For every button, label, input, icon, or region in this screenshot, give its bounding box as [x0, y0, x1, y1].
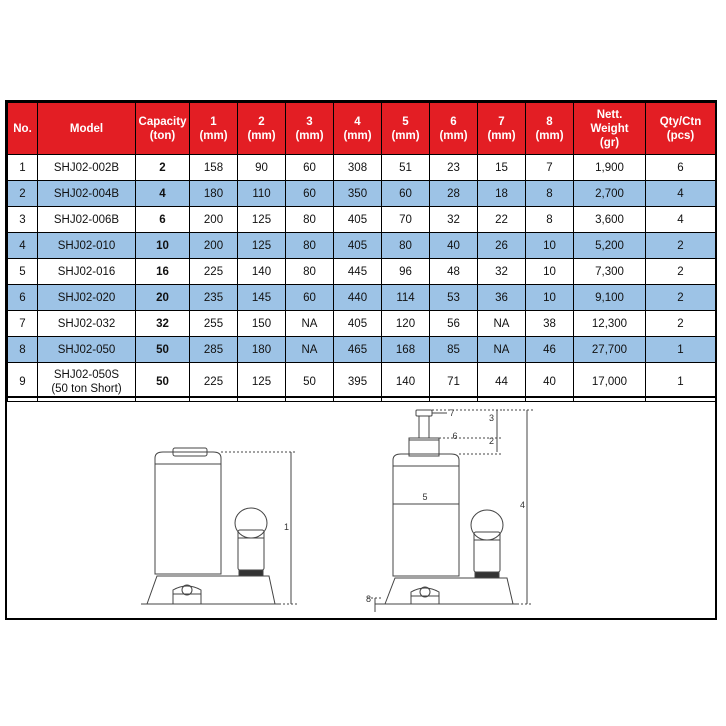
- cell-d6: 71: [430, 363, 478, 402]
- table-row: [8, 155, 716, 181]
- header-dim-7: 7 (mm): [478, 103, 526, 155]
- cell-d2: 145: [238, 285, 286, 311]
- dim-label-7: 7: [449, 408, 455, 418]
- dim-label-4: 4: [519, 500, 525, 510]
- right-jack-drawing: [367, 410, 533, 612]
- cell-model: SHJ02-050S (50 ton Short): [38, 363, 136, 402]
- cell-d5: 80: [382, 233, 430, 259]
- cell-no: 8: [8, 337, 38, 363]
- cell-d6: 28: [430, 181, 478, 207]
- cell-d2: 150: [238, 311, 286, 337]
- cell-no: 7: [8, 311, 38, 337]
- cell-d2: 110: [238, 181, 286, 207]
- cell-d7: 26: [478, 233, 526, 259]
- cell-d2: 90: [238, 155, 286, 181]
- cell-d5: 114: [382, 285, 430, 311]
- cell-model: SHJ02-032: [38, 311, 136, 337]
- cell-weight: 7,300: [574, 259, 646, 285]
- cell-capacity: 20: [136, 285, 190, 311]
- cell-qty: 4: [646, 207, 716, 233]
- cell-d7: 22: [478, 207, 526, 233]
- dim-label-8: 8: [365, 594, 371, 604]
- cell-d1: 158: [190, 155, 238, 181]
- cell-weight: 17,000: [574, 363, 646, 402]
- cell-d6: 23: [430, 155, 478, 181]
- cell-d6: 32: [430, 207, 478, 233]
- cell-qty: 6: [646, 155, 716, 181]
- cell-d7: 44: [478, 363, 526, 402]
- cell-no: 1: [8, 155, 38, 181]
- cell-d1: 255: [190, 311, 238, 337]
- cell-d2: 180: [238, 337, 286, 363]
- cell-d2: 125: [238, 363, 286, 402]
- cell-d3: 80: [286, 259, 334, 285]
- cell-d5: 70: [382, 207, 430, 233]
- cell-no: 3: [8, 207, 38, 233]
- spec-table: [7, 102, 716, 402]
- cell-d2: 125: [238, 207, 286, 233]
- cell-d4: 405: [334, 311, 382, 337]
- cell-d3: 50: [286, 363, 334, 402]
- dim-label-6: 6: [452, 431, 458, 441]
- cell-d4: 308: [334, 155, 382, 181]
- cell-d2: 140: [238, 259, 286, 285]
- cell-d7: 32: [478, 259, 526, 285]
- cell-d1: 235: [190, 285, 238, 311]
- cell-qty: 2: [646, 311, 716, 337]
- cell-no: 2: [8, 181, 38, 207]
- cell-d8: 8: [526, 181, 574, 207]
- cell-weight: 2,700: [574, 181, 646, 207]
- cell-model: SHJ02-050: [38, 337, 136, 363]
- header-dim-1: 1 (mm): [190, 103, 238, 155]
- header-model: Model: [38, 103, 136, 155]
- cell-model: SHJ02-006B: [38, 207, 136, 233]
- header-row: [8, 103, 716, 155]
- cell-d8: 46: [526, 337, 574, 363]
- cell-capacity: 2: [136, 155, 190, 181]
- cell-weight: 1,900: [574, 155, 646, 181]
- cell-model: SHJ02-010: [38, 233, 136, 259]
- cell-weight: 5,200: [574, 233, 646, 259]
- header-capacity: Capacity (ton): [136, 103, 190, 155]
- cell-d8: 10: [526, 259, 574, 285]
- cell-d1: 200: [190, 233, 238, 259]
- cell-d4: 440: [334, 285, 382, 311]
- cell-d1: 225: [190, 363, 238, 402]
- cell-qty: 2: [646, 233, 716, 259]
- cell-model: SHJ02-020: [38, 285, 136, 311]
- table-row: [8, 311, 716, 337]
- spec-sheet-frame: [5, 100, 717, 620]
- cell-d3: 60: [286, 285, 334, 311]
- cell-weight: 9,100: [574, 285, 646, 311]
- table-row: [8, 207, 716, 233]
- cell-qty: 1: [646, 363, 716, 402]
- header-dim-5: 5 (mm): [382, 103, 430, 155]
- cell-d3: NA: [286, 311, 334, 337]
- header-dim-6: 6 (mm): [430, 103, 478, 155]
- table-row: [8, 233, 716, 259]
- header-no: No.: [8, 103, 38, 155]
- cell-d5: 60: [382, 181, 430, 207]
- cell-d3: 80: [286, 207, 334, 233]
- cell-model: SHJ02-004B: [38, 181, 136, 207]
- cell-d3: 60: [286, 181, 334, 207]
- cell-d3: 80: [286, 233, 334, 259]
- cell-d4: 445: [334, 259, 382, 285]
- cell-d5: 96: [382, 259, 430, 285]
- jack-diagram: [7, 398, 715, 620]
- cell-d8: 7: [526, 155, 574, 181]
- cell-d8: 40: [526, 363, 574, 402]
- cell-qty: 1: [646, 337, 716, 363]
- cell-d2: 125: [238, 233, 286, 259]
- cell-capacity: 10: [136, 233, 190, 259]
- cell-capacity: 32: [136, 311, 190, 337]
- cell-d5: 140: [382, 363, 430, 402]
- cell-capacity: 6: [136, 207, 190, 233]
- cell-d4: 405: [334, 233, 382, 259]
- cell-d1: 180: [190, 181, 238, 207]
- cell-d4: 350: [334, 181, 382, 207]
- dim-label-2: 2: [488, 436, 494, 446]
- dim-label-5: 5: [422, 492, 428, 502]
- cell-qty: 2: [646, 285, 716, 311]
- cell-capacity: 50: [136, 363, 190, 402]
- cell-qty: 2: [646, 259, 716, 285]
- header-weight: Nett. Weight (gr): [574, 103, 646, 155]
- cell-d8: 38: [526, 311, 574, 337]
- cell-capacity: 16: [136, 259, 190, 285]
- cell-d7: 36: [478, 285, 526, 311]
- header-dim-2: 2 (mm): [238, 103, 286, 155]
- cell-d8: 10: [526, 285, 574, 311]
- cell-d1: 285: [190, 337, 238, 363]
- cell-no: 4: [8, 233, 38, 259]
- table-row: [8, 181, 716, 207]
- cell-d3: 60: [286, 155, 334, 181]
- cell-d6: 40: [430, 233, 478, 259]
- cell-weight: 12,300: [574, 311, 646, 337]
- cell-d5: 51: [382, 155, 430, 181]
- table-row: [8, 259, 716, 285]
- left-jack-drawing: [141, 448, 297, 604]
- cell-d5: 168: [382, 337, 430, 363]
- cell-d4: 405: [334, 207, 382, 233]
- dim-label-3: 3: [488, 413, 494, 423]
- dim-label-1: 1: [283, 522, 289, 532]
- jack-drawings: [7, 396, 715, 620]
- cell-qty: 4: [646, 181, 716, 207]
- cell-model: SHJ02-016: [38, 259, 136, 285]
- cell-no: 5: [8, 259, 38, 285]
- cell-d3: NA: [286, 337, 334, 363]
- cell-d6: 85: [430, 337, 478, 363]
- cell-d1: 200: [190, 207, 238, 233]
- cell-d7: 15: [478, 155, 526, 181]
- cell-d7: NA: [478, 311, 526, 337]
- cell-d6: 53: [430, 285, 478, 311]
- cell-capacity: 4: [136, 181, 190, 207]
- cell-d5: 120: [382, 311, 430, 337]
- cell-capacity: 50: [136, 337, 190, 363]
- header-qty: Qty/Ctn (pcs): [646, 103, 716, 155]
- cell-d7: 18: [478, 181, 526, 207]
- cell-d4: 465: [334, 337, 382, 363]
- header-dim-8: 8 (mm): [526, 103, 574, 155]
- header-dim-4: 4 (mm): [334, 103, 382, 155]
- cell-d6: 56: [430, 311, 478, 337]
- cell-no: 6: [8, 285, 38, 311]
- cell-d8: 8: [526, 207, 574, 233]
- cell-d6: 48: [430, 259, 478, 285]
- cell-weight: 27,700: [574, 337, 646, 363]
- cell-d1: 225: [190, 259, 238, 285]
- table-row: [8, 337, 716, 363]
- cell-d8: 10: [526, 233, 574, 259]
- header-dim-3: 3 (mm): [286, 103, 334, 155]
- cell-d4: 395: [334, 363, 382, 402]
- table-row: [8, 285, 716, 311]
- cell-weight: 3,600: [574, 207, 646, 233]
- cell-no: 9: [8, 363, 38, 402]
- cell-model: SHJ02-002B: [38, 155, 136, 181]
- cell-d7: NA: [478, 337, 526, 363]
